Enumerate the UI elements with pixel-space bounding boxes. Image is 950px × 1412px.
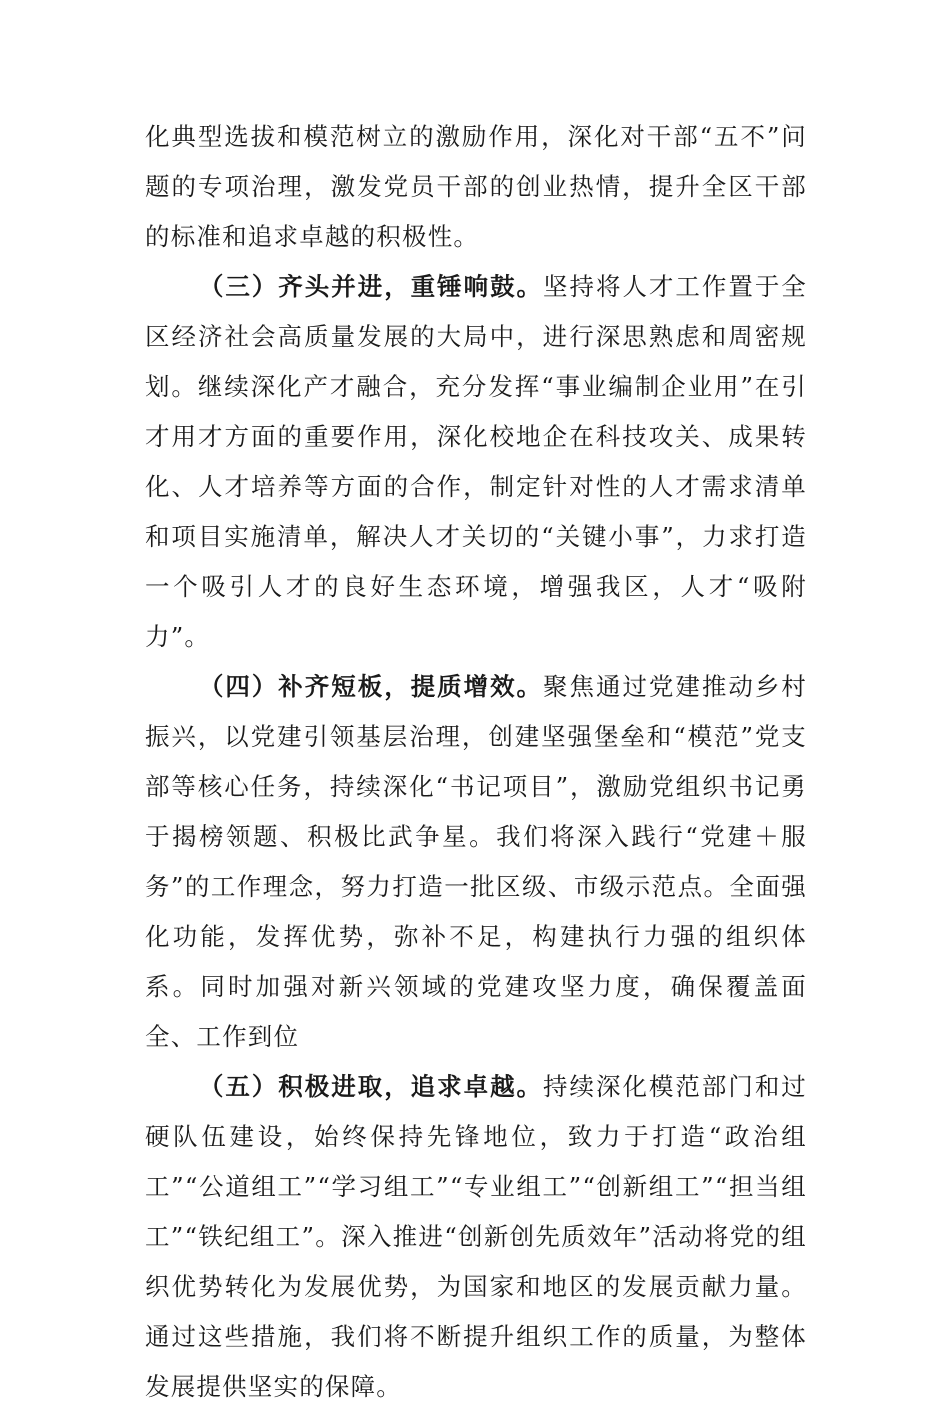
paragraph-continuation: [145, 112, 807, 262]
paragraph-section-5: [145, 1062, 807, 1412]
paragraph-section-3: [145, 262, 807, 662]
paragraph-section-4: [145, 662, 807, 1062]
paragraph-body: 坚持将人才工作置于全区经济社会高质量发展的大局中，进行深思熟虑和周密规划。继续深化产才融合，充分发挥“事业编制企业用”在引才用才方面的重要作用，深化校地企在科技攻关、成果转化、人才培养等方面的合作，制定针对性的人才需求清单和项目实施清单，解决人才关切的“关键小事”，力求打造一个吸引人才的良好生态环境，增强我区，人才“吸附力”。: [145, 272, 808, 651]
section-heading: （四）补齐短板，提质增效。: [198, 672, 544, 701]
document-body: [145, 112, 807, 1412]
section-heading: （五）积极进取，追求卓越。: [198, 1072, 544, 1101]
paragraph-body: 聚焦通过党建推动乡村振兴，以党建引领基层治理，创建坚强堡垒和“模范”党支部等核心任务，持续深化“书记项目”，激励党组织书记勇于揭榜领题、积极比武争星。我们将深入践行“党建＋服务”的工作理念，努力打造一批区级、市级示范点。全面强化功能，发挥优势，弥补不足，构建执行力强的组织体系。同时加强对新兴领域的党建攻坚力度，确保覆盖面全、工作到位: [145, 672, 808, 1051]
section-heading: （三）齐头并进，重锤响鼓。: [198, 272, 544, 301]
paragraph-body: 持续深化模范部门和过硬队伍建设，始终保持先锋地位，致力于打造“政治组工”“公道组工”“学习组工”“专业组工”“创新组工”“担当组工”“铁纪组工”。深入推进“创新创先质效年”活动将党的组织优势转化为发展优势，为国家和地区的发展贡献力量。通过这些措施，我们将不断提升组织工作的质量，为整体发展提供坚实的保障。: [145, 1072, 808, 1401]
paragraph-body: 化典型选拔和模范树立的激励作用，深化对干部“五不”问题的专项治理，激发党员干部的创业热情，提升全区干部的标准和追求卓越的积极性。: [145, 122, 807, 251]
